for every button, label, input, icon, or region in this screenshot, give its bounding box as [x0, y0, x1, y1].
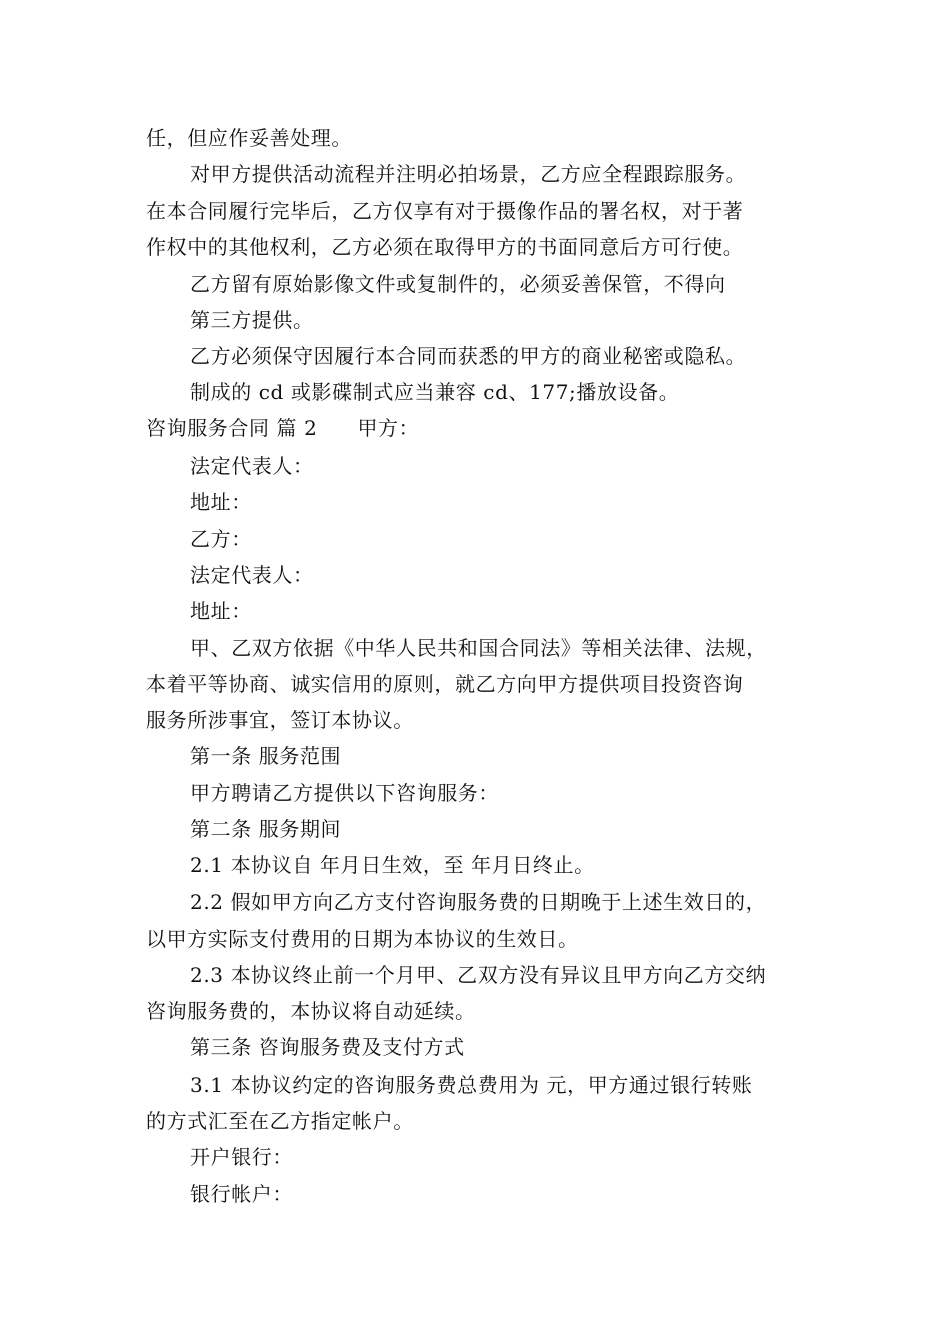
text-line: 在本合同履行完毕后，乙方仅享有对于摄像作品的署名权，对于著 [146, 199, 744, 223]
text-line: 第三方提供。 [190, 308, 314, 332]
text-line: 制成的 cd 或影碟制式应当兼容 cd、177;播放设备。 [190, 380, 680, 404]
text-line: 银行帐户： [190, 1182, 293, 1206]
text-line: 任，但应作妥善处理。 [146, 126, 352, 150]
text-line: 咨询服务费的，本协议将自动延续。 [146, 999, 476, 1023]
text-line: 第三条 咨询服务费及支付方式 [190, 1035, 465, 1059]
text-line: 2.1 本协议自 年月日生效，至 年月日终止。 [190, 853, 595, 877]
text-line: 2.2 假如甲方向乙方支付咨询服务费的日期晚于上述生效日的， [190, 890, 767, 914]
text-line: 地址： [190, 490, 252, 514]
text-line: 乙方留有原始影像文件或复制件的，必须妥善保管，不得向 [190, 272, 726, 296]
text-line: 本着平等协商、诚实信用的原则，就乙方向甲方提供项目投资咨询 [146, 672, 744, 696]
text-line: 3.1 本协议约定的咨询服务费总费用为 元，甲方通过银行转账 [190, 1073, 753, 1097]
text-line: 法定代表人： [190, 563, 314, 587]
text-line: 2.3 本协议终止前一个月甲、乙双方没有异议且甲方向乙方交纳 [190, 963, 767, 987]
text-line: 甲、乙双方依据《中华人民共和国合同法》等相关法律、法规， [190, 636, 767, 660]
text-line: 乙方必须保守因履行本合同而获悉的甲方的商业秘密或隐私。 [190, 344, 747, 368]
text-line: 以甲方实际支付费用的日期为本协议的生效日。 [146, 927, 579, 951]
text-line: 法定代表人： [190, 454, 314, 478]
text-line: 服务所涉事宜，签订本协议。 [146, 708, 414, 732]
text-line: 开户银行： [190, 1145, 293, 1169]
text-line: 对甲方提供活动流程并注明必拍场景，乙方应全程跟踪服务。 [190, 162, 747, 186]
text-line: 的方式汇至在乙方指定帐户。 [146, 1109, 414, 1133]
text-line: 甲方聘请乙方提供以下咨询服务： [190, 781, 499, 805]
text-line: 地址： [190, 599, 252, 623]
party-a-label: 甲方： [357, 416, 420, 440]
text-line: 第一条 服务范围 [190, 744, 342, 768]
text-line: 乙方： [190, 527, 252, 551]
text-line: 第二条 服务期间 [190, 817, 342, 841]
text-line: 作权中的其他权利，乙方必须在取得甲方的书面同意后方可行使。 [146, 235, 744, 259]
section-title-line [146, 414, 419, 442]
section-title: 咨询服务合同 篇 2 [146, 416, 318, 440]
